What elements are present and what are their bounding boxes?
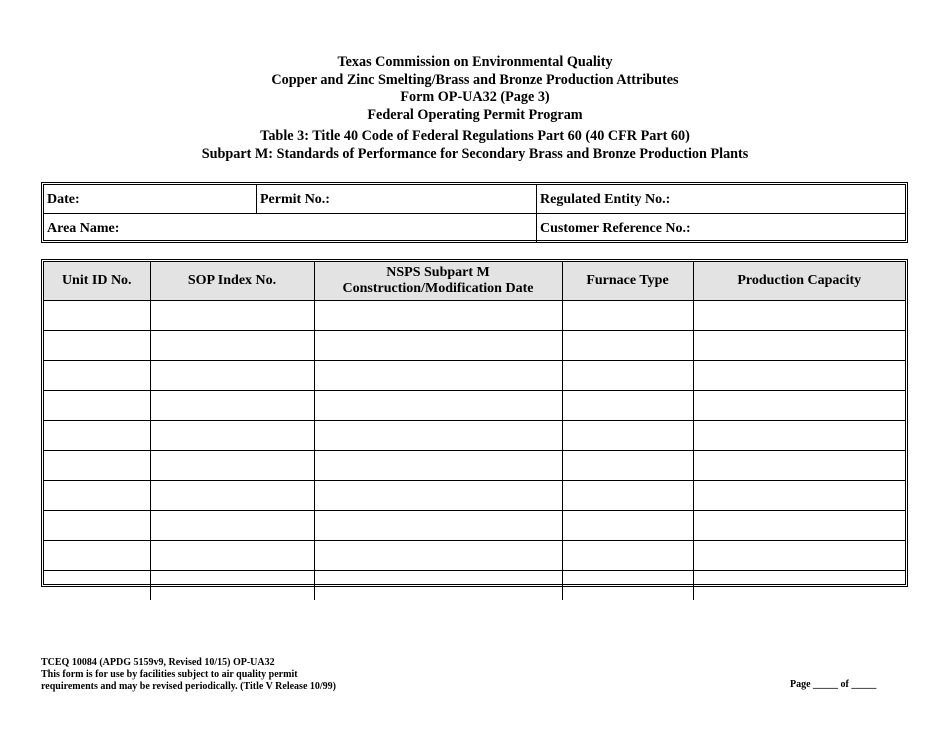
- table-row: [44, 511, 905, 541]
- attributes-table-frame: [41, 259, 908, 587]
- footer-form-number: TCEQ 10084 (APDG 5159v9, Revised 10/15) OP-UA32: [41, 657, 275, 668]
- table-cell[interactable]: [44, 421, 150, 451]
- table-cell[interactable]: [314, 361, 562, 391]
- table-cell[interactable]: [562, 571, 693, 601]
- table-cell[interactable]: [693, 361, 905, 391]
- form-id: Form OP-UA32 (Page 3): [400, 89, 550, 105]
- form-header: [0, 54, 950, 163]
- table-cell[interactable]: [314, 421, 562, 451]
- column-header-nsps-date: NSPS Subpart M Construction/Modification Date: [314, 262, 562, 301]
- table-cell[interactable]: [150, 331, 314, 361]
- customer-reference-label: Customer Reference No.:: [540, 221, 691, 236]
- agency-name: Texas Commission on Environmental Quality: [337, 54, 613, 70]
- applicant-info-box: [41, 182, 908, 243]
- table-cell[interactable]: [44, 541, 150, 571]
- table-cell[interactable]: [150, 481, 314, 511]
- table-cell[interactable]: [314, 331, 562, 361]
- table-cell[interactable]: [693, 481, 905, 511]
- table-cell[interactable]: [314, 391, 562, 421]
- regulated-entity-label: Regulated Entity No.:: [540, 192, 671, 207]
- table-cell[interactable]: [150, 511, 314, 541]
- table-cell[interactable]: [150, 301, 314, 331]
- table-row: [44, 451, 905, 481]
- table-cell[interactable]: [693, 571, 905, 601]
- form-title: Copper and Zinc Smelting/Brass and Bronze Production Attributes: [271, 71, 679, 88]
- column-header-production-capacity: Production Capacity: [693, 262, 905, 301]
- table-row: [44, 331, 905, 361]
- page-number: Page _____ of _____: [790, 679, 877, 690]
- table-cell[interactable]: [314, 511, 562, 541]
- column-header-sop-index: SOP Index No.: [150, 262, 314, 301]
- table-cell[interactable]: [150, 391, 314, 421]
- customer-reference-field[interactable]: [537, 214, 904, 242]
- table-cell[interactable]: [693, 511, 905, 541]
- table-cell[interactable]: [562, 421, 693, 451]
- table-row: [44, 541, 905, 571]
- table-cell[interactable]: [44, 571, 150, 601]
- table-cell[interactable]: [562, 511, 693, 541]
- table-cell[interactable]: [150, 451, 314, 481]
- table-cell[interactable]: [44, 481, 150, 511]
- table-cell[interactable]: [693, 301, 905, 331]
- date-field[interactable]: [44, 185, 256, 213]
- program-name: Federal Operating Permit Program: [367, 106, 583, 123]
- table-cell[interactable]: [314, 301, 562, 331]
- table-cell[interactable]: [44, 331, 150, 361]
- subpart-title: Subpart M: Standards of Performance for Secondary Brass and Bronze Production Plants: [201, 145, 749, 162]
- table-row: [44, 391, 905, 421]
- column-header-furnace-type: Furnace Type: [562, 262, 693, 301]
- table-cell[interactable]: [562, 481, 693, 511]
- table-header-row: [44, 262, 905, 301]
- table-cell[interactable]: [693, 541, 905, 571]
- table-cell[interactable]: [562, 301, 693, 331]
- table-cell[interactable]: [44, 511, 150, 541]
- table-cell[interactable]: [693, 391, 905, 421]
- table-cell[interactable]: [314, 481, 562, 511]
- table-cell[interactable]: [150, 571, 314, 601]
- info-row-2: [44, 214, 905, 242]
- table-cell[interactable]: [150, 541, 314, 571]
- table-cell[interactable]: [562, 451, 693, 481]
- attributes-table: [44, 262, 905, 600]
- table-cell[interactable]: [150, 361, 314, 391]
- footer-usage-note-2: requirements and may be revised periodically. (Title V Release 10/99): [41, 681, 336, 692]
- table-cell[interactable]: [693, 331, 905, 361]
- table-row: [44, 571, 905, 601]
- table-cell[interactable]: [562, 541, 693, 571]
- info-row-1: [44, 185, 905, 214]
- permit-number-field[interactable]: [257, 185, 535, 213]
- form-footer: [41, 657, 336, 693]
- permit-number-label: Permit No.:: [260, 192, 330, 207]
- table-cell[interactable]: [44, 301, 150, 331]
- table-cell[interactable]: [314, 571, 562, 601]
- footer-usage-note-1: This form is for use by facilities subject to air quality permit: [41, 669, 298, 680]
- area-name-field[interactable]: [44, 214, 535, 242]
- table-row: [44, 361, 905, 391]
- table-title: Table 3: Title 40 Code of Federal Regulations Part 60 (40 CFR Part 60): [260, 128, 690, 144]
- table-cell[interactable]: [44, 451, 150, 481]
- table-row: [44, 421, 905, 451]
- table-row: [44, 301, 905, 331]
- table-cell[interactable]: [562, 391, 693, 421]
- table-cell[interactable]: [150, 421, 314, 451]
- table-row: [44, 481, 905, 511]
- date-label: Date:: [47, 192, 80, 207]
- column-header-unit-id: Unit ID No.: [44, 262, 150, 301]
- table-cell[interactable]: [44, 391, 150, 421]
- table-cell[interactable]: [44, 361, 150, 391]
- table-cell[interactable]: [562, 331, 693, 361]
- table-cell[interactable]: [693, 451, 905, 481]
- table-cell[interactable]: [562, 361, 693, 391]
- regulated-entity-field[interactable]: [537, 185, 904, 213]
- table-cell[interactable]: [693, 421, 905, 451]
- table-cell[interactable]: [314, 451, 562, 481]
- area-name-label: Area Name:: [47, 221, 120, 236]
- table-cell[interactable]: [314, 541, 562, 571]
